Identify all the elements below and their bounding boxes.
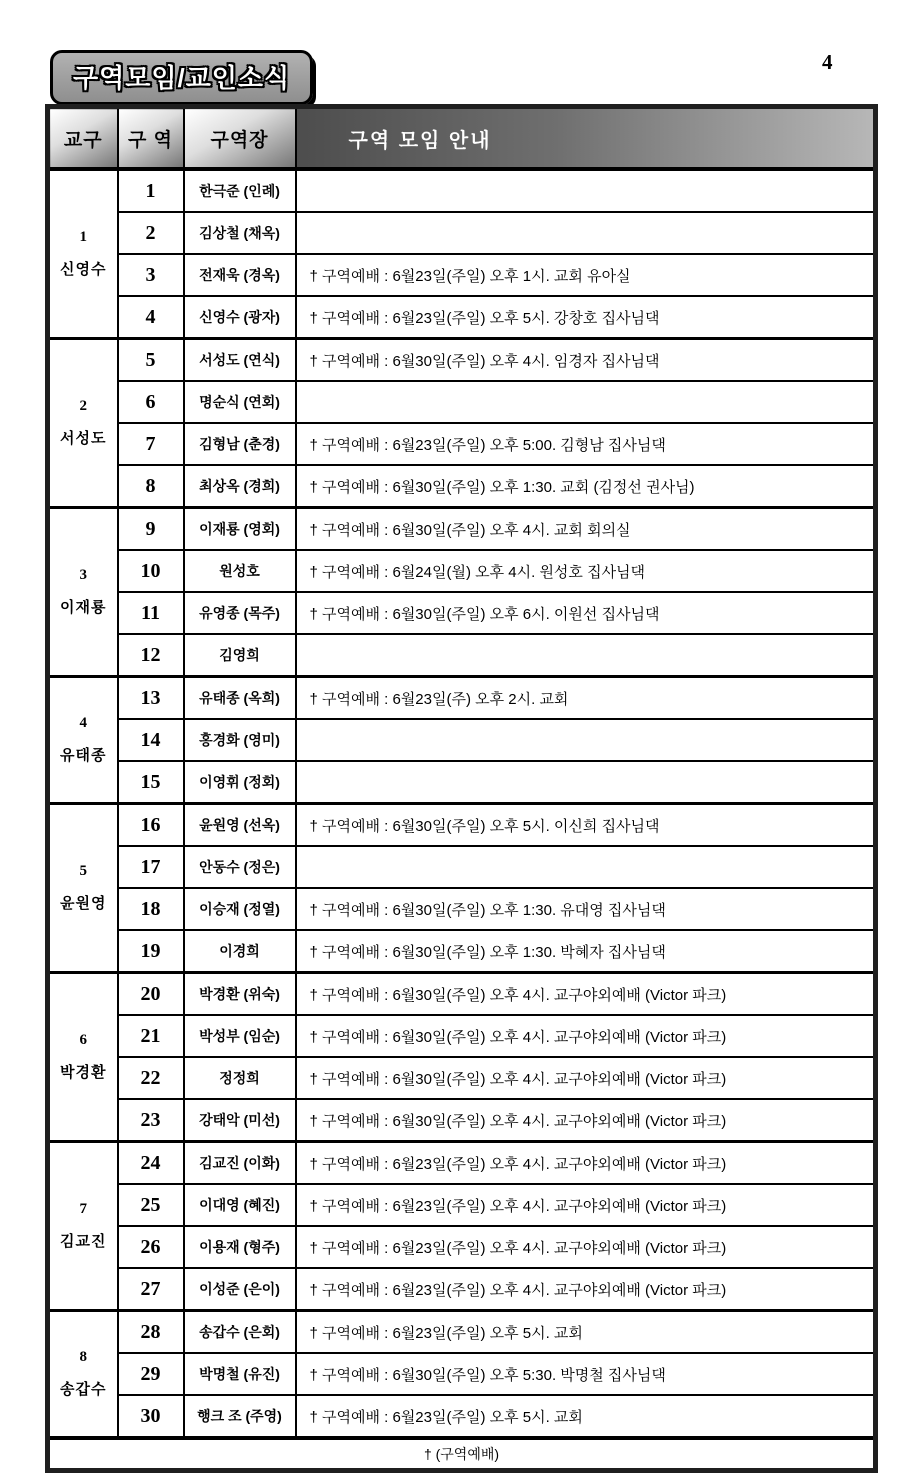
leader-cell: 안동수 (정은) <box>184 846 296 888</box>
zone-cell: 27 <box>118 1268 184 1311</box>
guide-cell: † 구역예배 : 6월23일(주일) 오후 4시. 교구야외예배 (Victor 파크) <box>296 1268 876 1311</box>
leader-cell: 명순식 (연회) <box>184 381 296 423</box>
zone-cell: 9 <box>118 508 184 551</box>
guide-cell: † 구역예배 : 6월30일(주일) 오후 5시. 이신희 집사님댁 <box>296 804 876 847</box>
table-row <box>48 423 876 465</box>
guide-cell <box>296 719 876 761</box>
parish-cell <box>48 973 118 1142</box>
parish-number: 3 <box>79 567 87 583</box>
parish-leader-name: 서성도 <box>60 430 107 447</box>
guide-cell: † 구역예배 : 6월23일(주일) 오후 1시. 교회 유아실 <box>296 254 876 296</box>
table-row <box>48 1268 876 1311</box>
leader-cell: 행크 조 (주영) <box>184 1395 296 1438</box>
table-row <box>48 804 876 847</box>
table-row <box>48 1057 876 1099</box>
leader-cell: 송갑수 (은회) <box>184 1311 296 1354</box>
page-title: 구역모임/교인소식 <box>73 63 291 93</box>
guide-cell: † 구역예배 : 6월23일(주일) 오후 5시. 강창호 집사님댁 <box>296 296 876 339</box>
table-row <box>48 465 876 508</box>
zone-cell: 26 <box>118 1226 184 1268</box>
parish-number: 6 <box>79 1032 87 1048</box>
leader-cell: 김영희 <box>184 634 296 677</box>
zone-cell: 1 <box>118 169 184 212</box>
zone-cell: 30 <box>118 1395 184 1438</box>
page-title-badge <box>50 50 313 105</box>
zone-cell: 16 <box>118 804 184 847</box>
leader-cell: 이승재 (정열) <box>184 888 296 930</box>
parish-leader-name: 송갑수 <box>60 1381 107 1398</box>
leader-cell: 유태종 (옥희) <box>184 677 296 720</box>
leader-cell: 박명철 (유진) <box>184 1353 296 1395</box>
guide-cell: † 구역예배 : 6월30일(주일) 오후 1:30. 유대영 집사님댁 <box>296 888 876 930</box>
table-row <box>48 1099 876 1142</box>
table-row <box>48 1226 876 1268</box>
parish-cell <box>48 1311 118 1439</box>
leader-cell: 박성부 (임순) <box>184 1015 296 1057</box>
zone-cell: 18 <box>118 888 184 930</box>
parish-number: 8 <box>79 1349 87 1365</box>
guide-cell: † 구역예배 : 6월23일(주) 오후 2시. 교회 <box>296 677 876 720</box>
leader-cell: 김교진 (이화) <box>184 1142 296 1185</box>
guide-cell: † 구역예배 : 6월23일(주일) 오후 5시. 교회 <box>296 1311 876 1354</box>
parish-leader-name: 유태종 <box>60 747 107 764</box>
parish-cell <box>48 677 118 804</box>
guide-cell: † 구역예배 : 6월23일(주일) 오후 4시. 교구야외예배 (Victor 파크) <box>296 1142 876 1185</box>
table-row <box>48 1311 876 1354</box>
zone-cell: 7 <box>118 423 184 465</box>
parish-leader-name: 김교진 <box>60 1233 107 1250</box>
parish-leader-name: 이재룡 <box>60 599 107 616</box>
table-row <box>48 592 876 634</box>
table-row <box>48 1015 876 1057</box>
parish-cell <box>48 804 118 973</box>
guide-cell <box>296 169 876 212</box>
parish-number: 5 <box>79 863 87 879</box>
guide-cell: † 구역예배 : 6월30일(주일) 오후 5:30. 박명철 집사님댁 <box>296 1353 876 1395</box>
guide-cell <box>296 212 876 254</box>
leader-cell: 홍경화 (영미) <box>184 719 296 761</box>
guide-cell <box>296 846 876 888</box>
parish-number: 1 <box>79 229 87 245</box>
page-number: 4 <box>822 50 833 74</box>
table-header-row <box>48 107 876 170</box>
parish-number: 7 <box>79 1201 87 1217</box>
header-cell-guide: 구역 모임 안내 <box>296 107 876 170</box>
table-row <box>48 1353 876 1395</box>
guide-cell: † 구역예배 : 6월30일(주일) 오후 6시. 이원선 집사님댁 <box>296 592 876 634</box>
zone-cell: 19 <box>118 930 184 973</box>
zone-cell: 12 <box>118 634 184 677</box>
header-cell-parish: 교구 <box>48 107 118 170</box>
table-row <box>48 677 876 720</box>
leader-cell: 전재욱 (경옥) <box>184 254 296 296</box>
zone-cell: 14 <box>118 719 184 761</box>
table-row <box>48 1142 876 1185</box>
guide-cell: † 구역예배 : 6월30일(주일) 오후 4시. 교회 회의실 <box>296 508 876 551</box>
guide-cell: † 구역예배 : 6월30일(주일) 오후 4시. 교구야외예배 (Victor 파크) <box>296 973 876 1016</box>
leader-cell: 이경희 <box>184 930 296 973</box>
table-row <box>48 212 876 254</box>
zone-cell: 15 <box>118 761 184 804</box>
footer-note: † (구역예배) <box>48 1438 876 1471</box>
table-row <box>48 381 876 423</box>
leader-cell: 이용재 (형주) <box>184 1226 296 1268</box>
guide-cell: † 구역예배 : 6월30일(주일) 오후 1:30. 박혜자 집사님댁 <box>296 930 876 973</box>
zone-cell: 28 <box>118 1311 184 1354</box>
leader-cell: 유영종 (목주) <box>184 592 296 634</box>
table-row <box>48 508 876 551</box>
table-row <box>48 339 876 382</box>
leader-cell: 원성호 <box>184 550 296 592</box>
leader-cell: 최상옥 (경희) <box>184 465 296 508</box>
zone-cell: 17 <box>118 846 184 888</box>
table-row <box>48 254 876 296</box>
zone-cell: 13 <box>118 677 184 720</box>
leader-cell: 이재룡 (영회) <box>184 508 296 551</box>
zone-cell: 6 <box>118 381 184 423</box>
zone-cell: 2 <box>118 212 184 254</box>
table-row <box>48 888 876 930</box>
zone-cell: 8 <box>118 465 184 508</box>
zone-cell: 11 <box>118 592 184 634</box>
leader-cell: 박경환 (위숙) <box>184 973 296 1016</box>
table-row <box>48 634 876 677</box>
guide-cell: † 구역예배 : 6월23일(주일) 오후 5:00. 김형남 집사님댁 <box>296 423 876 465</box>
table-row <box>48 169 876 212</box>
leader-cell: 한극준 (인례) <box>184 169 296 212</box>
zone-cell: 29 <box>118 1353 184 1395</box>
guide-cell: † 구역예배 : 6월30일(주일) 오후 4시. 교구야외예배 (Victor 파크) <box>296 1015 876 1057</box>
guide-cell <box>296 634 876 677</box>
zone-cell: 23 <box>118 1099 184 1142</box>
header-cell-zone: 구 역 <box>118 107 184 170</box>
table-row <box>48 550 876 592</box>
leader-cell: 윤원영 (선옥) <box>184 804 296 847</box>
guide-cell: † 구역예배 : 6월30일(주일) 오후 4시. 교구야외예배 (Victor 파크) <box>296 1099 876 1142</box>
district-meeting-table-wrap <box>45 104 878 1473</box>
table-row <box>48 719 876 761</box>
zone-cell: 25 <box>118 1184 184 1226</box>
zone-cell: 21 <box>118 1015 184 1057</box>
zone-cell: 22 <box>118 1057 184 1099</box>
parish-leader-name: 신영수 <box>60 261 107 278</box>
table-row <box>48 973 876 1016</box>
district-meeting-table <box>45 104 878 1473</box>
table-row <box>48 1395 876 1438</box>
table-row <box>48 761 876 804</box>
leader-cell: 이영휘 (정회) <box>184 761 296 804</box>
guide-cell <box>296 761 876 804</box>
guide-cell: † 구역예배 : 6월24일(월) 오후 4시. 원성호 집사님댁 <box>296 550 876 592</box>
guide-cell: † 구역예배 : 6월23일(주일) 오후 4시. 교구야외예배 (Victor 파크) <box>296 1226 876 1268</box>
zone-cell: 20 <box>118 973 184 1016</box>
leader-cell: 이성준 (은이) <box>184 1268 296 1311</box>
guide-cell: † 구역예배 : 6월23일(주일) 오후 4시. 교구야외예배 (Victor 파크) <box>296 1184 876 1226</box>
guide-cell <box>296 381 876 423</box>
guide-cell: † 구역예배 : 6월30일(주일) 오후 1:30. 교회 (김정선 권사님) <box>296 465 876 508</box>
leader-cell: 강태악 (미선) <box>184 1099 296 1142</box>
parish-number: 2 <box>79 398 87 414</box>
zone-cell: 10 <box>118 550 184 592</box>
parish-leader-name: 윤원영 <box>60 895 107 912</box>
table-footer-row <box>48 1438 876 1471</box>
leader-cell: 김상철 (채옥) <box>184 212 296 254</box>
table-row <box>48 1184 876 1226</box>
guide-cell: † 구역예배 : 6월23일(주일) 오후 5시. 교회 <box>296 1395 876 1438</box>
leader-cell: 정정희 <box>184 1057 296 1099</box>
header-cell-leader: 구역장 <box>184 107 296 170</box>
leader-cell: 김형남 (춘경) <box>184 423 296 465</box>
parish-leader-name: 박경환 <box>60 1064 107 1081</box>
parish-number: 4 <box>79 715 87 731</box>
leader-cell: 서성도 (연식) <box>184 339 296 382</box>
table-row <box>48 296 876 339</box>
guide-cell: † 구역예배 : 6월30일(주일) 오후 4시. 교구야외예배 (Victor 파크) <box>296 1057 876 1099</box>
parish-cell <box>48 339 118 508</box>
table-row <box>48 846 876 888</box>
parish-cell <box>48 508 118 677</box>
guide-cell: † 구역예배 : 6월30일(주일) 오후 4시. 임경자 집사님댁 <box>296 339 876 382</box>
zone-cell: 3 <box>118 254 184 296</box>
table-row <box>48 930 876 973</box>
parish-cell <box>48 169 118 339</box>
zone-cell: 24 <box>118 1142 184 1185</box>
leader-cell: 이대영 (혜진) <box>184 1184 296 1226</box>
zone-cell: 4 <box>118 296 184 339</box>
parish-cell <box>48 1142 118 1311</box>
zone-cell: 5 <box>118 339 184 382</box>
leader-cell: 신영수 (광자) <box>184 296 296 339</box>
